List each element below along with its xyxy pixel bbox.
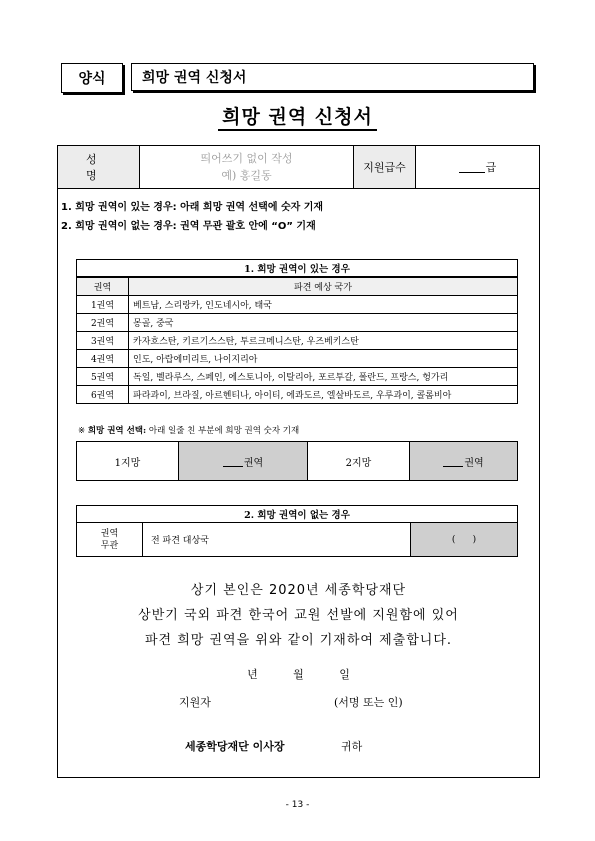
- col-region-header: 권역: [77, 278, 129, 296]
- region-name: 6권역: [77, 386, 129, 404]
- section2-title: 2. 희망 권역이 없는 경우: [76, 505, 518, 523]
- name-hint-2: 예) 홍길동: [221, 169, 272, 182]
- region-countries: 파라과이, 브라질, 아르헨티나, 아이티, 에콰도르, 엘살바도르, 우루과이, 콜롬비아: [129, 386, 518, 404]
- form-frame: [57, 145, 540, 778]
- any-region-field[interactable]: ( ): [411, 523, 517, 556]
- honorific: 귀하: [341, 740, 363, 753]
- region-name: 4권역: [77, 350, 129, 368]
- applicant-label: 지원자: [179, 696, 211, 709]
- form-tag: 양식: [61, 63, 123, 93]
- section2-row: [76, 523, 518, 557]
- choice1-label: 1지망: [77, 442, 179, 480]
- region-table: [76, 277, 518, 404]
- applicant-row: [58, 146, 539, 189]
- table-row: [77, 296, 518, 314]
- signature-label: (서명 또는 인): [334, 696, 403, 709]
- region-name: 5권역: [77, 368, 129, 386]
- instruction-1: 1. 희망 권역이 있는 경우: 아래 희망 권역 선택에 숫자 기재: [61, 202, 324, 213]
- col-countries-header: 파견 예상 국가: [129, 278, 518, 296]
- table-row: [77, 314, 518, 332]
- grade-field[interactable]: [416, 146, 539, 188]
- region-countries: 몽골, 중국: [129, 314, 518, 332]
- document-title: 희망 권역 신청서: [0, 102, 595, 129]
- choice1-blank: [223, 456, 243, 467]
- declaration-line-2: 상반기 국외 파견 한국어 교원 선발에 지원함에 있어: [138, 608, 459, 623]
- region-countries: 인도, 아랍에미리트, 나이지리아: [129, 350, 518, 368]
- choice1-field[interactable]: [179, 442, 308, 480]
- name-label: 성 명: [58, 146, 140, 188]
- table-row: [77, 350, 518, 368]
- table-row: [77, 368, 518, 386]
- date-line: 년 월 일: [247, 668, 350, 681]
- instruction-2: 2. 희망 권역이 없는 경우: 권역 무관 괄호 안에 “O” 기재: [61, 221, 316, 232]
- note-text: 아래 일줄 친 부분에 희망 권역 숫자 기재: [148, 426, 300, 436]
- note-mark: ※: [78, 426, 86, 436]
- foundation-name: 세종학당재단 이사장: [185, 740, 285, 753]
- choice1-suffix: 권역: [243, 457, 264, 469]
- note-bold: 희망 권역 선택:: [87, 426, 147, 436]
- choice-row: [76, 441, 518, 481]
- any-region-label: 권역 무관: [77, 523, 143, 556]
- grade-suffix: 급: [485, 161, 497, 174]
- table-header-row: [77, 278, 518, 296]
- grade-label: 지원급수: [354, 146, 416, 188]
- region-name: 3권역: [77, 332, 129, 350]
- choice2-suffix: 권역: [464, 457, 484, 469]
- grade-blank: [459, 161, 485, 173]
- choice2-blank: [443, 456, 463, 467]
- region-countries: 카자흐스탄, 키르기스스탄, 투르크메니스탄, 우즈베키스탄: [129, 332, 518, 350]
- region-countries: 베트남, 스리랑카, 인도네시아, 태국: [129, 296, 518, 314]
- declaration-line-3: 파견 희망 권역을 위와 같이 기재하여 제출합니다.: [144, 633, 453, 648]
- selection-note: [78, 424, 299, 436]
- table-row: [77, 332, 518, 350]
- form-name-box: 희망 권역 신청서: [131, 63, 534, 91]
- name-field[interactable]: [140, 146, 354, 188]
- table-row: [77, 386, 518, 404]
- declaration-line-1: 상기 본인은 2020년 세종학당재단: [190, 583, 407, 598]
- region-countries: 독일, 벨라루스, 스페인, 에스토니아, 이탈리아, 포르투갈, 폴란드, 프랑스, 헝가리: [129, 368, 518, 386]
- choice2-field[interactable]: [410, 442, 517, 480]
- region-name: 2권역: [77, 314, 129, 332]
- any-region-text: 전 파견 대상국: [143, 523, 411, 556]
- choice2-label: 2지망: [308, 442, 410, 480]
- name-hint-1: 띄어쓰기 없이 작성: [200, 152, 293, 165]
- region-name: 1권역: [77, 296, 129, 314]
- page-number: - 13 -: [285, 800, 310, 810]
- section1-title: 1. 희망 권역이 있는 경우: [76, 259, 518, 277]
